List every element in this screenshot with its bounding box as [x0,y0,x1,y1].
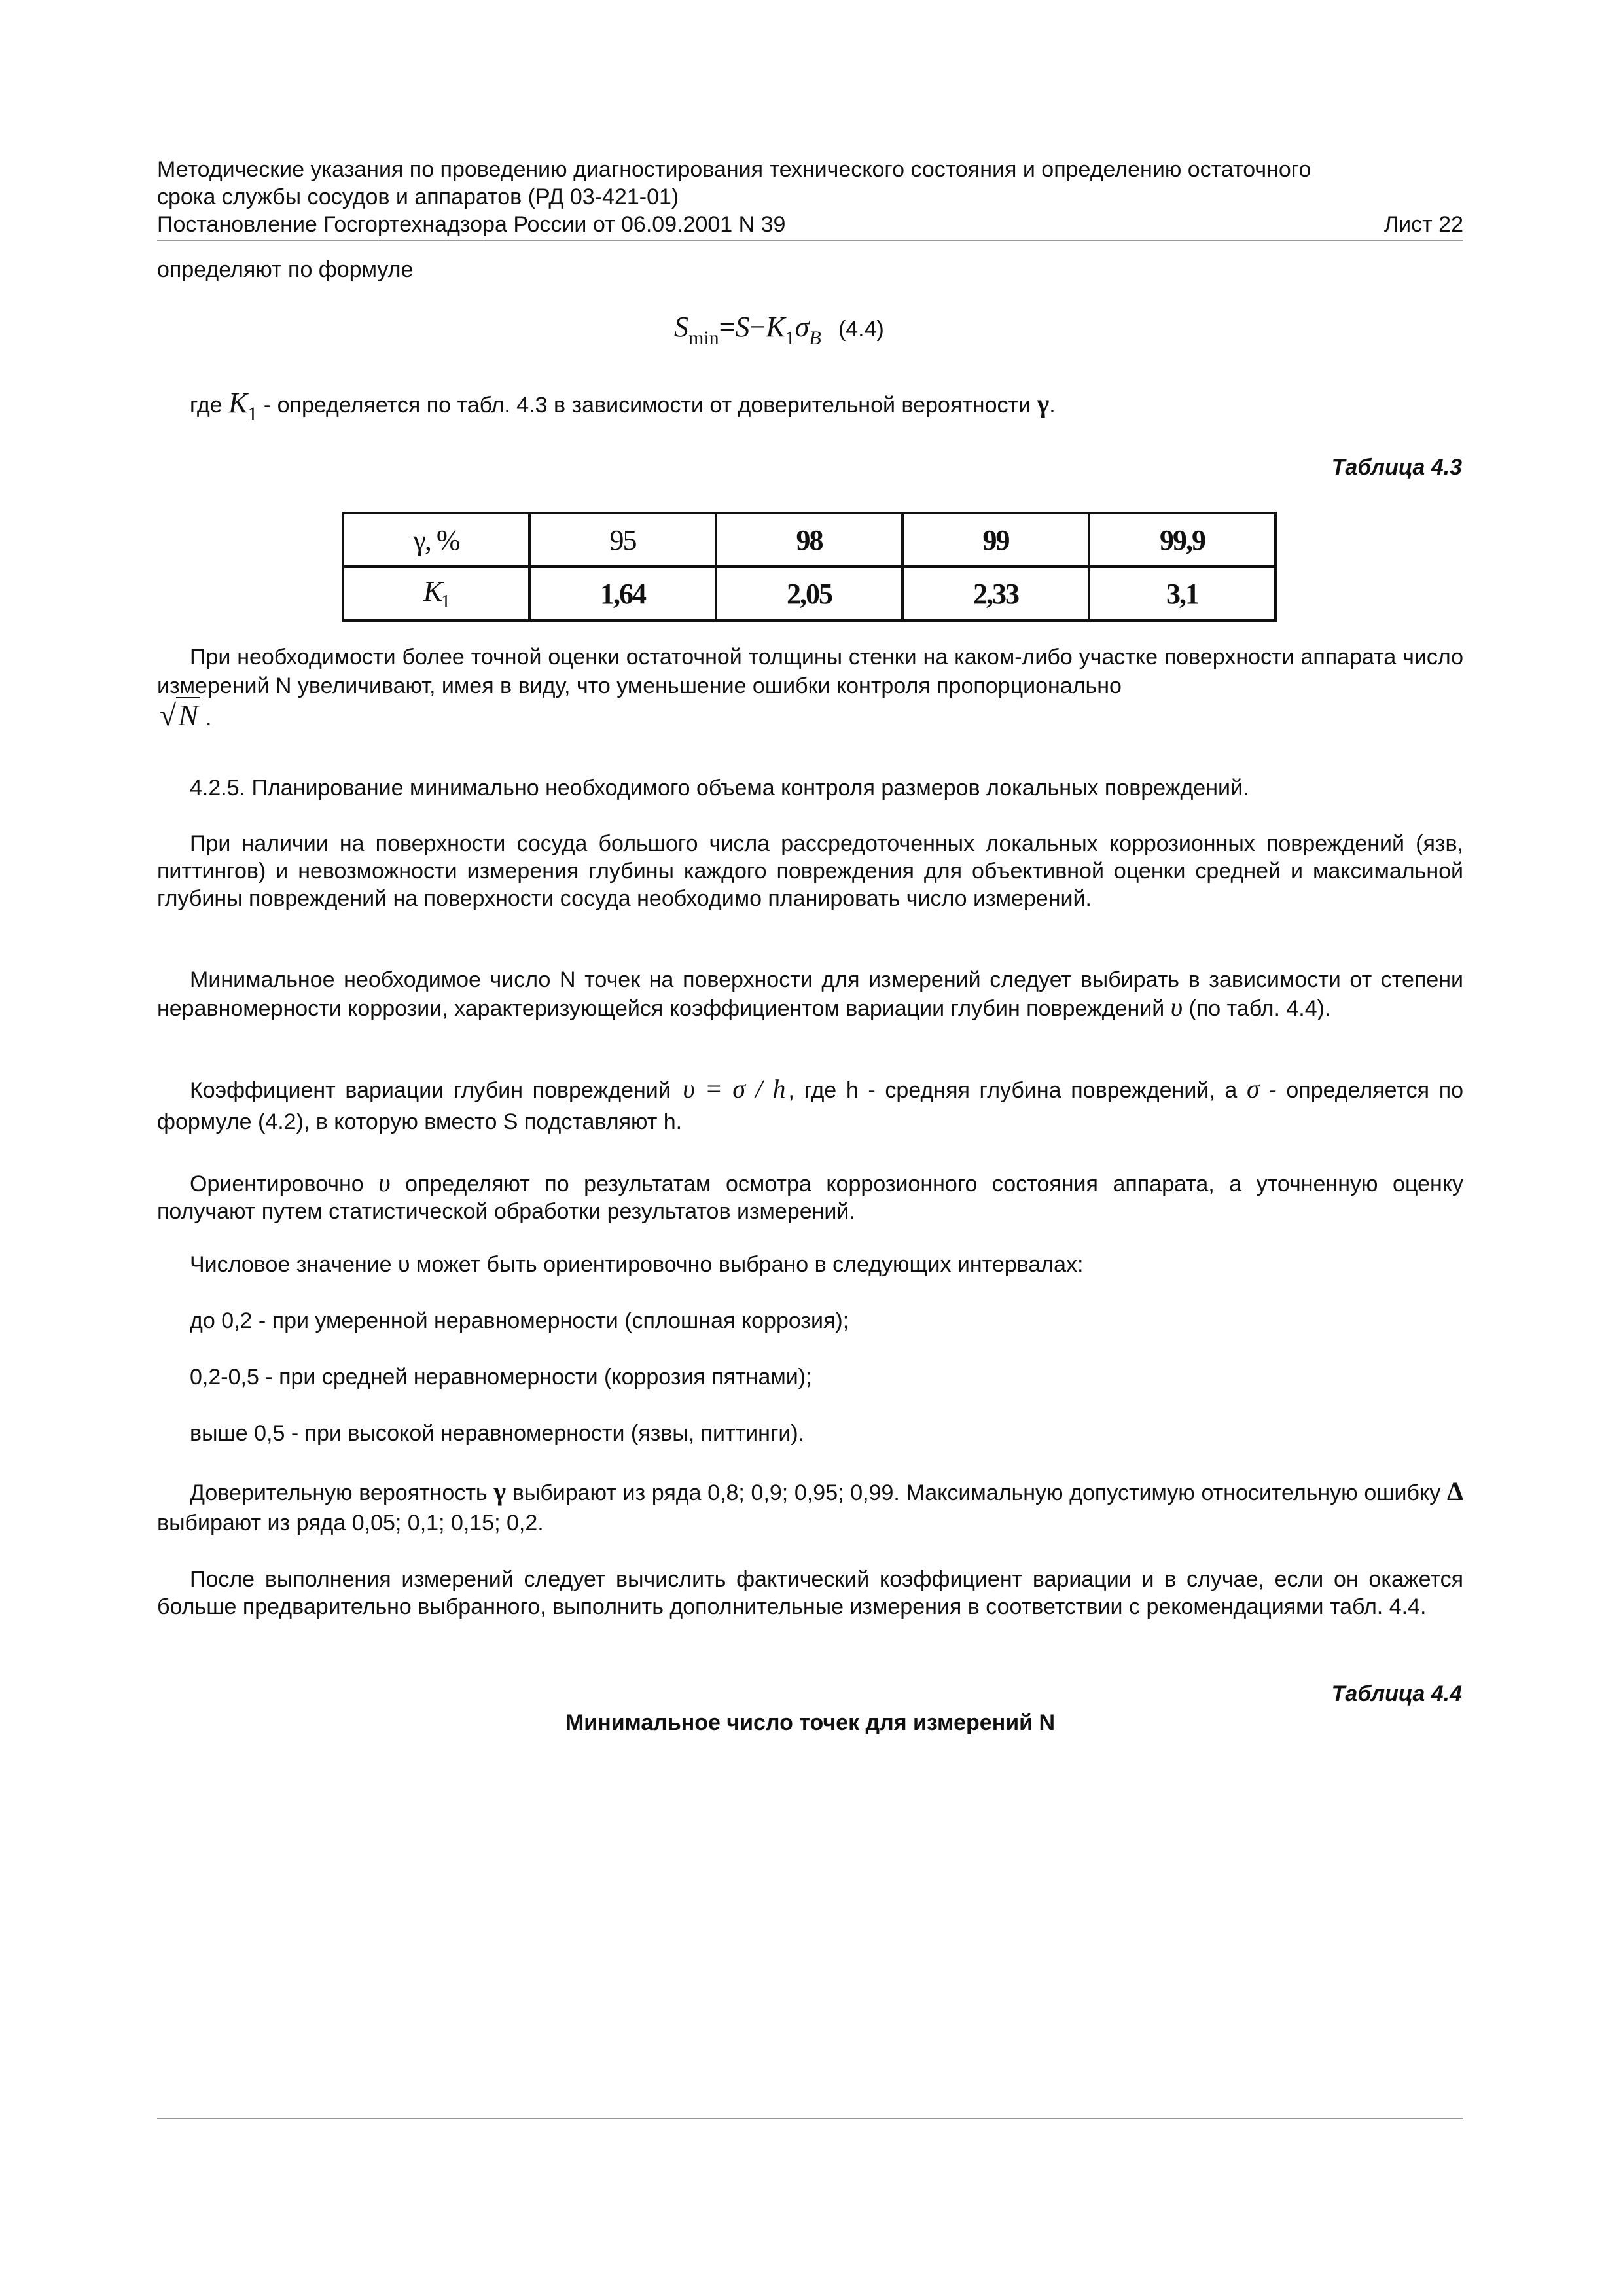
nu-symbol: υ [378,1168,391,1197]
formula-4-4 [674,308,884,358]
header-line-1: Методические указания по проведению диагностирования технического состояния и определению остаточного [157,157,1311,182]
paragraph-local-damage: При наличии на поверхности сосуда большого числа рассредоточенных локальных коррозионных повреждений (язв, питтингов) и невозможности измерения глубины каждого повреждения для объективной оценки средней и максимальной глубины повреждений на поверхности сосуда необходимо планировать число измерений. [157,831,1463,911]
delta-symbol: Δ [1446,1477,1464,1506]
header-line-2: срока службы сосудов и аппаратов (РД 03-421-01) [157,185,679,209]
formula-number: (4.4) [838,317,884,342]
gamma-symbol: γ [493,1477,507,1506]
formula-sigma-b: $\sigma_B$ [794,311,821,349]
table-4-4-caption: Таблица 4.4 [1331,1681,1462,1706]
formula-minus: − [749,311,766,343]
where-end: . [1049,393,1056,418]
table-row-label: $K_1$ [343,567,529,620]
interval-item: выше 0,5 - при высокой неравномерности (язвы, питтинги). [190,1421,805,1446]
formula-s-min: $S_{min}$ [674,311,719,349]
interval-item: 0,2-0,5 - при средней неравномерности (коррозия пятнами); [190,1365,812,1390]
paragraph-variation-coefficient: Коэффициент вариации глубин повреждений υ = σ / h , где h - средняя глубина повреждений, а σ - определяется по формуле (4.2), в которую вместо S подставляют h. [157,1074,1464,1134]
sigma-symbol: σ [1247,1074,1260,1103]
paragraph-accuracy [157,643,1463,700]
table-4-3-caption: Таблица 4.3 [1331,455,1462,480]
where-text: - определяется по табл. 4.3 в зависимости от доверительной вероятности [263,393,1031,418]
document-header [157,156,1463,238]
paragraph-intervals: Числовое значение υ может быть ориентировочно выбрано в следующих интервалах: [190,1252,1084,1277]
paragraph-estimate: Ориентировочно υ определяют по результатам осмотра коррозионного состояния аппарата, а уточненную оценку получают путем статистической обработки результатов измерений. [157,1168,1464,1224]
gamma-symbol: γ [1037,389,1050,418]
formula-k1: $K_1$ [766,311,795,349]
table-cell: 3,1 [1089,567,1275,620]
section-4-2-5: 4.2.5. Планирование минимально необходимого объема контроля размеров локальных повреждений. [190,776,1249,800]
formula-s: S [735,311,750,343]
table-4-4-title: Минимальное число точек для измерений N [565,1710,1056,1735]
header-decree: Постановление Госгортехнадзора России от 06.09.2001 N 39 [157,212,786,237]
sqrt-n: √N . [160,698,212,732]
table-cell: 2,05 [716,567,902,620]
formula-equals: = [719,311,736,343]
table-row [343,567,1275,620]
paragraph-confidence: Доверительную вероятность γ выбирают из ряда 0,8; 0,9; 0,95; 0,99. Максимальную допустимую относительную ошибку Δ выбирают из ряда 0,05; 0,1; 0,15; 0,2. [157,1477,1464,1535]
paragraph-after-measurements: После выполнения измерений следует вычислить фактический коэффициент вариации и в случае, если он окажется больше предварительно выбранного, выполнить дополнительные измерения в соответствии с рекомендациями табл. 4.4. [157,1567,1463,1619]
header-line-3 [157,211,1463,238]
table-4-3 [342,512,1277,622]
table-header-cell: γ, % [343,513,529,567]
where-prefix: где [190,393,223,418]
table-cell: 1,64 [529,567,716,620]
where-k1-symbol: $K_1$ [228,387,258,425]
formula-intro: определяют по формуле [157,257,414,282]
header-divider [157,240,1463,241]
table-header-cell: 99 [902,513,1089,567]
table-header-cell: 95 [529,513,716,567]
footer-divider [157,2118,1463,2119]
paragraph-min-points: Минимальное необходимое число N точек на поверхности для измерений следует выбирать в зависимости от степени неравномерности коррозии, характеризующейся коэффициентом вариации глубин повреждений υ (по табл. 4.4). [157,967,1463,1022]
table-header-cell: 98 [716,513,902,567]
interval-item: до 0,2 - при умеренной неравномерности (сплошная коррозия); [190,1308,849,1333]
header-sheet-number: Лист 22 [1383,212,1463,237]
nu-symbol: υ [1170,992,1183,1022]
table-cell: 2,33 [902,567,1089,620]
paragraph-accuracy-text: При необходимости более точной оценки остаточной толщины стенки на каком-либо участке поверхности аппарата число измерений N увеличивают, имея в виду, что уменьшение ошибки контроля пропорционально [157,645,1463,698]
where-k1-line [190,389,1056,429]
table-row [343,513,1275,567]
table-header-cell: 99,9 [1089,513,1275,567]
variation-formula: υ = σ / h [683,1074,786,1103]
